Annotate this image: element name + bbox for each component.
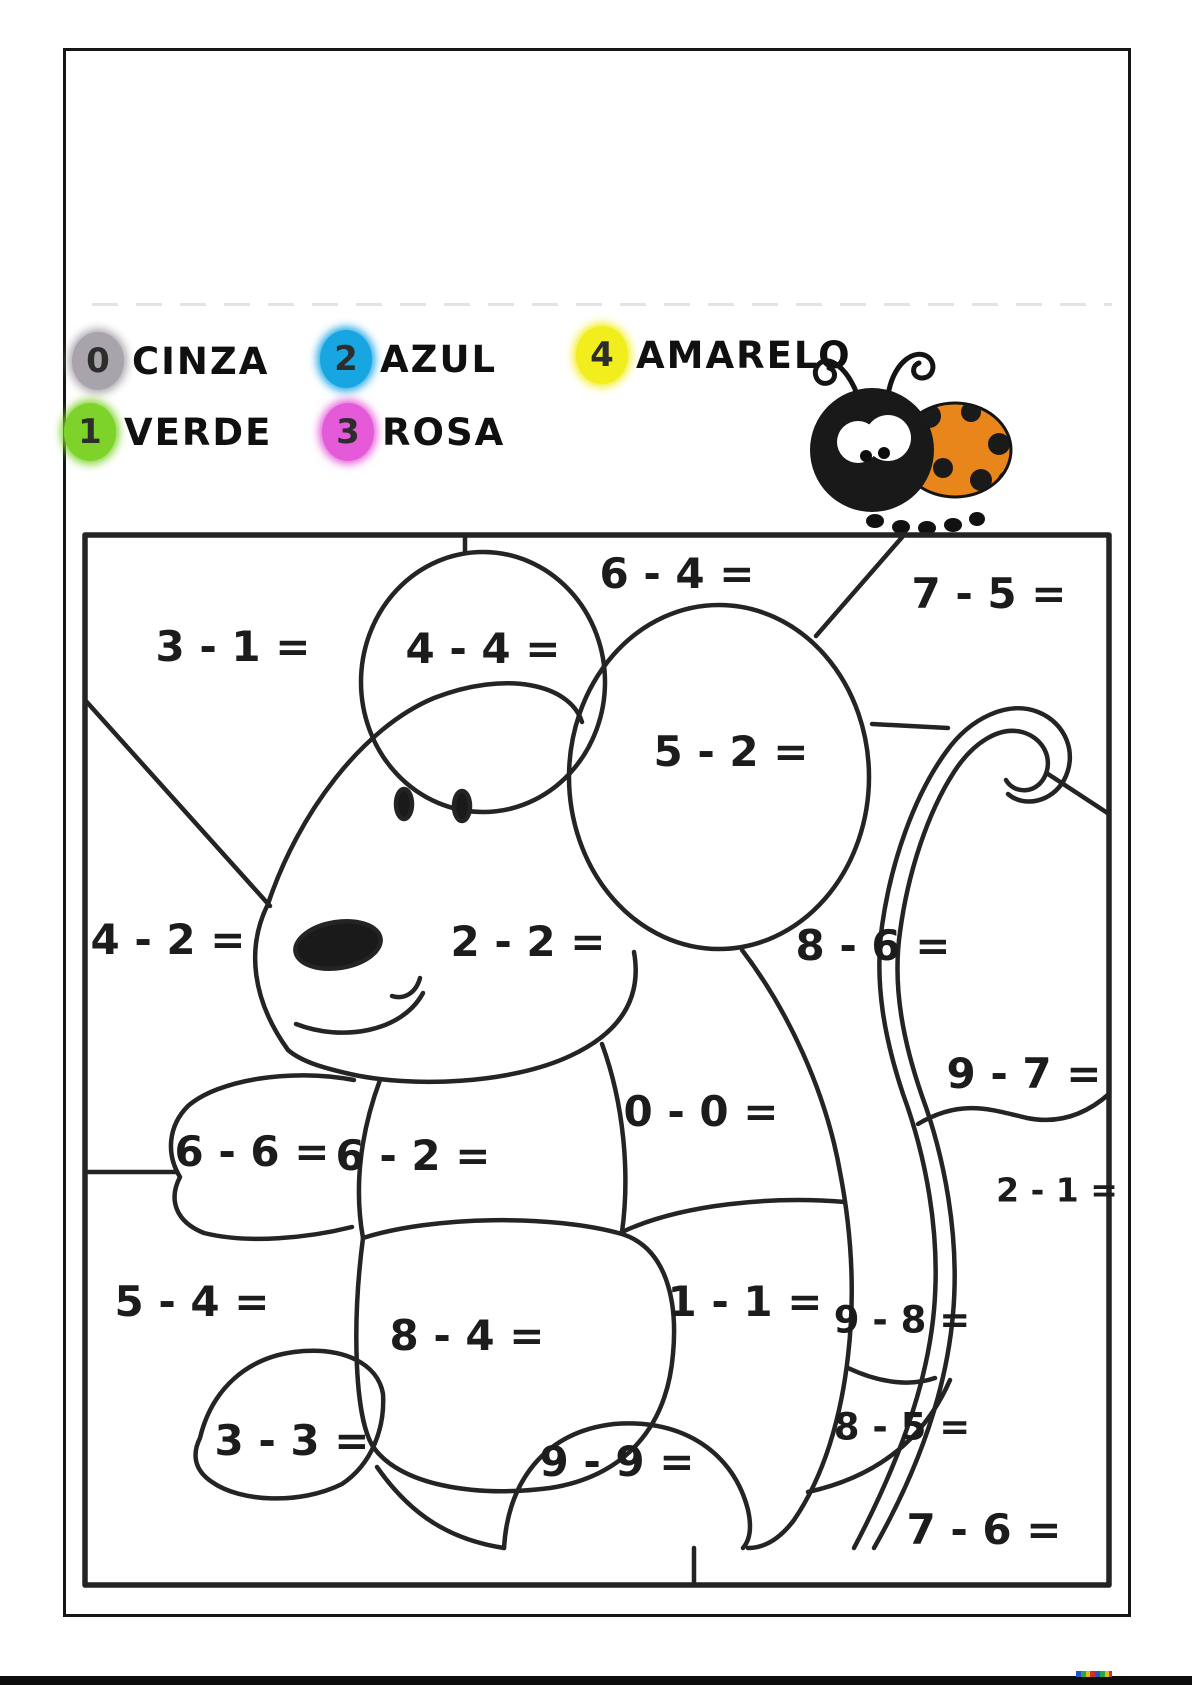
legend-dot-cinza bbox=[72, 332, 124, 390]
mouse-head bbox=[255, 683, 636, 1082]
legend-number: 2 bbox=[334, 339, 358, 379]
mouse-face bbox=[292, 789, 470, 1033]
math-problem-4-4: 4 - 4 = bbox=[405, 624, 561, 673]
math-problem-9-7: 9 - 7 = bbox=[946, 1049, 1102, 1098]
math-problem-7-5: 7 - 5 = bbox=[911, 569, 1067, 618]
legend-label: VERDE bbox=[124, 410, 273, 454]
scan-artifact-dashes bbox=[92, 303, 1112, 306]
math-problem-9-8: 9 - 8 = bbox=[833, 1298, 971, 1342]
mouse-nose bbox=[292, 916, 384, 975]
math-problem-0-0: 0 - 0 = bbox=[623, 1087, 779, 1136]
legend-label: AZUL bbox=[380, 337, 498, 381]
coloring-picture-box bbox=[82, 532, 1118, 1588]
mouse-smile bbox=[296, 993, 423, 1033]
mouse-mouth-curl bbox=[392, 978, 420, 997]
legend-number: 3 bbox=[336, 412, 360, 452]
math-problem-6-6: 6 - 6 = bbox=[174, 1127, 330, 1176]
legend-dot-azul bbox=[320, 330, 372, 388]
math-problem-1-1: 1 - 1 = bbox=[667, 1277, 823, 1326]
legend-item-rosa bbox=[322, 403, 505, 461]
math-problem-2-2: 2 - 2 = bbox=[450, 917, 606, 966]
legend-dot-verde bbox=[64, 403, 116, 461]
legend-dot-amarelo bbox=[576, 326, 628, 384]
math-problem-8-6: 8 - 6 = bbox=[795, 921, 951, 970]
legend-label: AMARELO bbox=[636, 333, 852, 377]
legend-number: 1 bbox=[78, 412, 102, 452]
mouse-hip-line bbox=[622, 1200, 845, 1232]
mouse-eye-right bbox=[454, 791, 470, 821]
legend-number: 0 bbox=[86, 341, 110, 381]
legend-item-verde bbox=[64, 403, 272, 461]
math-problem-2-1: 2 - 1 = bbox=[996, 1170, 1118, 1210]
legend-label: ROSA bbox=[382, 410, 506, 454]
legend-label: CINZA bbox=[132, 339, 270, 383]
legend-item-cinza bbox=[72, 332, 269, 390]
legend-dot-rosa bbox=[322, 403, 374, 461]
math-problem-7-6: 7 - 6 = bbox=[906, 1505, 1062, 1554]
math-problem-8-4: 8 - 4 = bbox=[389, 1311, 545, 1360]
math-problem-9-9: 9 - 9 = bbox=[539, 1437, 695, 1486]
math-problem-6-4: 6 - 4 = bbox=[599, 549, 755, 598]
ladybug-icon bbox=[795, 330, 1017, 536]
math-problem-4-2: 4 - 2 = bbox=[90, 915, 246, 964]
scan-color-artifact bbox=[1076, 1671, 1112, 1677]
mouse-right-ear bbox=[569, 605, 869, 949]
legend-number: 4 bbox=[590, 335, 614, 375]
mouse-eye-left bbox=[396, 789, 412, 819]
page-bottom-rule bbox=[0, 1676, 1192, 1685]
math-problem-8-5: 8 - 5 = bbox=[833, 1405, 971, 1449]
math-problem-6-2: 6 - 2 = bbox=[335, 1131, 491, 1180]
mouse-body-right bbox=[742, 950, 852, 1548]
math-problem-5-4: 5 - 4 = bbox=[114, 1277, 270, 1326]
math-problem-3-1: 3 - 1 = bbox=[155, 622, 311, 671]
legend-item-azul bbox=[320, 330, 497, 388]
mouse-lower-outline bbox=[377, 1467, 504, 1548]
math-problem-5-2: 5 - 2 = bbox=[653, 727, 809, 776]
math-problem-3-3: 3 - 3 = bbox=[214, 1416, 370, 1465]
